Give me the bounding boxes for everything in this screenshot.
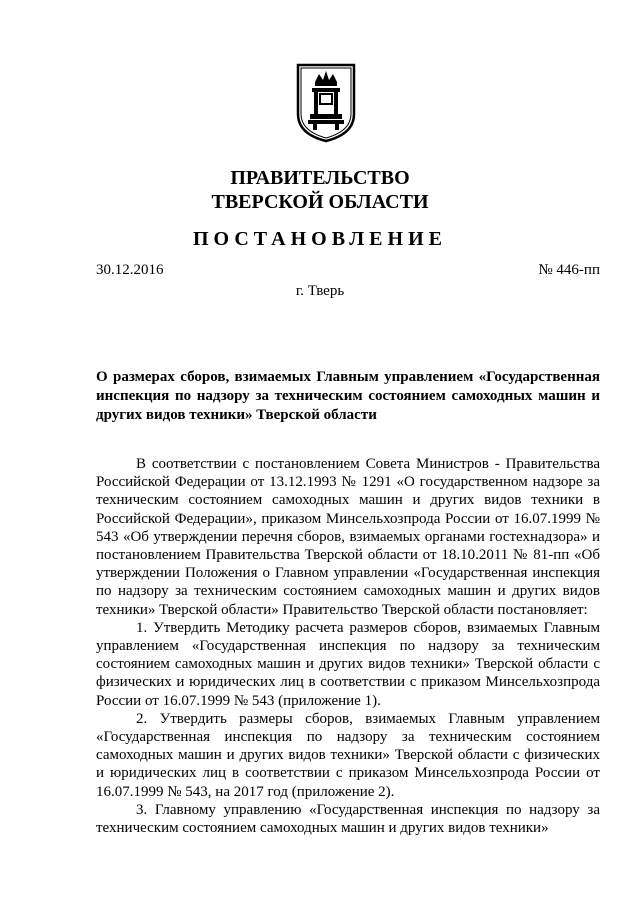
- government-title-line2: ТВЕРСКОЙ ОБЛАСТИ: [211, 191, 429, 213]
- document-number: № 446-пп: [538, 262, 600, 278]
- document-city: г. Тверь: [295, 283, 345, 299]
- body-paragraph: 1. Утвердить Методику расчета размеров сборов, взимаемых Главным управлением «Государственная инспекция по надзору за техническим состоянием самоходных машин и других видов техники» Тверской области с физических и юридических лиц в соответствии с приказом Минсельхозпрода России от 16.07.1999 № 543 (приложение 1).: [96, 619, 600, 709]
- document-date: 30.12.2016: [96, 262, 164, 278]
- government-title-line1: ПРАВИТЕЛЬСТВО: [230, 167, 410, 189]
- document-subject: О размерах сборов, взимаемых Главным управлением «Государственная инспекция по надзору за техническим состоянием самоходных машин и других видов техники» Тверской области: [96, 369, 600, 423]
- document-type: ПОСТАНОВЛЕНИЕ: [193, 228, 447, 250]
- body-paragraph: В соответствии с постановлением Совета Министров - Правительства Российской Федерации от 13.12.1993 № 1291 «О государственном надзоре за техническим состоянием самоходных машин и других видов техники в Российской Федерации», приказом Минсельхозпрода России от 16.07.1999 № 543 «Об утверждении перечня сборов, взимаемых органами гостехнадзора» и постановлением Правительства Тверской области от 18.10.2011 № 81-пп «Об утверждении Положения о Главном управлении «Государственная инспекция по надзору за техническим состоянием самоходных машин и других видов техники» Тверской области» Правительство Тверской области постановляет:: [96, 456, 600, 618]
- document-body: [96, 455, 600, 837]
- body-paragraph: 2. Утвердить размеры сборов, взимаемых Главным управлением «Государственная инспекция по надзору за техническим состоянием самоходных машин и других видов техники» Тверской области с физических и юридических лиц в соответствии с приказом Минсельхозпрода России от 16.07.1999 № 543, на 2017 год (приложение 2).: [96, 710, 600, 800]
- body-paragraph: 3. Главному управлению «Государственная инспекция по надзору за техническим состоянием самоходных машин и других видов техники»: [96, 801, 600, 837]
- tver-coat-of-arms-icon: [295, 62, 357, 144]
